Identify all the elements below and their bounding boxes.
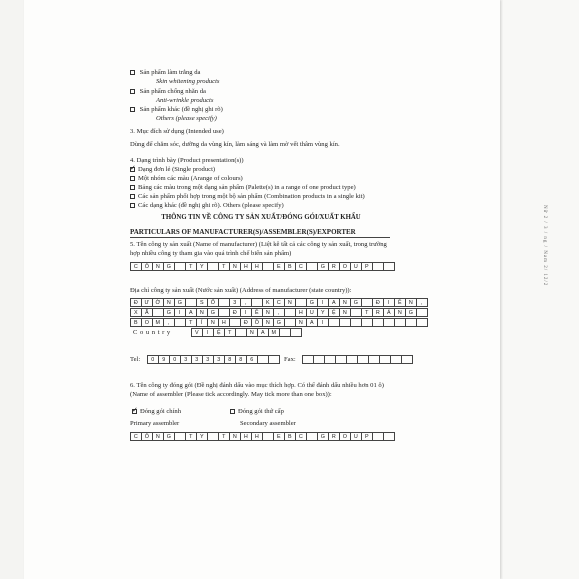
product-option-2-en: Anti-wrinkle products	[156, 97, 214, 104]
form-cell[interactable]: P	[361, 432, 373, 441]
form-cell[interactable]: B	[284, 262, 296, 271]
form-cell[interactable]: 9	[158, 355, 170, 364]
form-cell[interactable]	[229, 318, 241, 327]
form-cell[interactable]: Ệ	[328, 308, 340, 317]
form-cell[interactable]: C	[130, 432, 142, 441]
form-cell[interactable]: N	[152, 262, 164, 271]
form-cell[interactable]	[383, 318, 395, 327]
form-cell[interactable]: N	[295, 318, 307, 327]
form-cell[interactable]: Ả	[383, 308, 395, 317]
form-cell[interactable]: C	[273, 298, 285, 307]
form-cell[interactable]: C	[295, 262, 307, 271]
form-cell[interactable]: Ề	[394, 298, 406, 307]
form-cell[interactable]	[416, 318, 428, 327]
form-cell[interactable]: H	[251, 262, 263, 271]
form-cell[interactable]: T	[218, 262, 230, 271]
product-option-2: Sản phẩm chống nhăn da	[130, 88, 206, 96]
form-cell[interactable]: N	[196, 308, 208, 317]
form-cell[interactable]: U	[350, 432, 362, 441]
form-cell[interactable]: H	[240, 432, 252, 441]
form-cell[interactable]: E	[273, 262, 285, 271]
manufacturer-name-grid[interactable]	[130, 262, 394, 271]
form-cell[interactable]: G	[163, 262, 175, 271]
form-cell[interactable]: N	[339, 298, 351, 307]
form-cell[interactable]: A	[257, 328, 269, 337]
form-cell[interactable]: G	[163, 432, 175, 441]
form-cell[interactable]: 6	[246, 355, 258, 364]
form-cell[interactable]: B	[284, 432, 296, 441]
form-cell[interactable]: T	[185, 432, 197, 441]
form-cell[interactable]	[290, 328, 302, 337]
form-cell[interactable]: I	[174, 308, 186, 317]
assembler-heading-1: 6. Tên công ty đóng gói (Đề nghị đánh dấu vào mục thích hợp. Có thể đánh dấu nhiều hơn 01 ô)	[130, 382, 384, 389]
form-cell[interactable]	[218, 298, 230, 307]
form-cell[interactable]: I	[317, 318, 329, 327]
form-cell[interactable]	[339, 318, 351, 327]
product-option-3: Sản phẩm khác (đề nghị ghi rõ)	[130, 106, 223, 114]
form-cell[interactable]: O	[141, 318, 153, 327]
form-cell[interactable]: T	[185, 262, 197, 271]
section-title-vi: THÔNG TIN VỀ CÔNG TY SẢN XUẤT/ĐÓNG GÓI/XUẤT KHẨU	[161, 214, 361, 221]
form-cell[interactable]: T	[224, 328, 236, 337]
form-cell[interactable]: N	[163, 298, 175, 307]
form-cell[interactable]: 3	[191, 355, 203, 364]
presentation-heading: 4. Dạng trình bày (Product presentation(s))	[130, 157, 244, 164]
checkbox[interactable]	[130, 176, 135, 181]
form-cell[interactable]: N	[339, 308, 351, 317]
checkbox-checked[interactable]	[132, 409, 137, 414]
form-cell[interactable]: N	[152, 432, 164, 441]
form-cell[interactable]: G	[273, 318, 285, 327]
form-cell[interactable]	[174, 432, 186, 441]
presentation-option-4: Các sản phẩm phối hợp trong một bộ sản phẩm (Combination products in a single kit)	[130, 193, 365, 201]
form-cell[interactable]: ,	[163, 318, 175, 327]
form-cell[interactable]	[416, 308, 428, 317]
form-cell[interactable]: X	[130, 308, 142, 317]
presentation-option-1: ✓Dạng đơn lẻ (Single product)	[130, 166, 215, 174]
divider	[130, 237, 390, 238]
form-cell[interactable]: Ư	[141, 298, 153, 307]
form-cell[interactable]: P	[361, 262, 373, 271]
intended-use-text: Dùng để chăm sóc, dưỡng da vùng kín, làm sáng và làm mờ vết thâm vùng kín.	[130, 141, 340, 148]
presentation-option-3: Bảng các màu trong một dạng sản phẩm (Palette(s) in a range of one product type)	[130, 184, 356, 192]
presentation-option-5: Các dạng khác (đề nghị ghi rõ). Others (please specify)	[130, 202, 284, 210]
form-cell[interactable]: 8	[235, 355, 247, 364]
form-cell[interactable]: Đ	[229, 308, 241, 317]
form-cell[interactable]: S	[196, 298, 208, 307]
manufacturer-heading-2: hợp nhiều công ty tham gia vào quá trình chế biến sản phẩm)	[130, 250, 292, 257]
form-cell[interactable]: ,	[240, 298, 252, 307]
form-cell[interactable]: Đ	[240, 318, 252, 327]
tel-grid[interactable]	[147, 355, 279, 364]
form-cell[interactable]: G	[405, 308, 417, 317]
form-cell[interactable]: 3	[229, 298, 241, 307]
form-cell[interactable]: ,	[416, 298, 428, 307]
address-grid-row-2[interactable]	[130, 308, 427, 317]
form-cell[interactable]: Ô	[141, 262, 153, 271]
product-option-3-en: Others (please specify)	[156, 115, 217, 122]
form-cell[interactable]: Ồ	[251, 318, 263, 327]
form-cell[interactable]: M	[152, 318, 164, 327]
secondary-assembler-label: Secondary assembler	[240, 420, 296, 427]
intended-use-heading: 3. Mục đích sử dụng (Intended use)	[130, 128, 224, 135]
form-cell[interactable]: 3	[213, 355, 225, 364]
checkbox[interactable]	[130, 185, 135, 190]
form-cell[interactable]: O	[339, 432, 351, 441]
form-cell[interactable]: B	[130, 318, 142, 327]
form-cell[interactable]: H	[251, 432, 263, 441]
form-cell[interactable]	[372, 262, 384, 271]
checkbox[interactable]	[130, 70, 135, 75]
manufacturer-heading-1: 5. Tên công ty sản xuất (Name of manufacturer) (Liệt kê tất cả các công ty sản xuất, trong trường	[130, 241, 387, 248]
form-cell[interactable]: Đ	[130, 298, 142, 307]
margin-note: Nữ 2 / 3 / ng / Nam 2/ 12/2	[542, 205, 547, 287]
form-cell[interactable]: Ô	[141, 432, 153, 441]
form-cell[interactable]: ,	[273, 308, 285, 317]
form-cell[interactable]: T	[361, 308, 373, 317]
country-label: Country	[133, 329, 173, 336]
form-cell[interactable]	[295, 298, 307, 307]
form-cell[interactable]: I	[383, 298, 395, 307]
form-cell[interactable]: A	[185, 308, 197, 317]
form-cell[interactable]	[324, 355, 336, 364]
form-cell[interactable]: G	[174, 298, 186, 307]
form-cell[interactable]: R	[328, 432, 340, 441]
checkbox[interactable]	[130, 89, 135, 94]
form-cell[interactable]: E	[273, 432, 285, 441]
form-cell[interactable]: T	[185, 318, 197, 327]
checkbox-checked[interactable]	[130, 167, 135, 172]
form-cell[interactable]: 8	[224, 355, 236, 364]
form-cell[interactable]: Ố	[207, 298, 219, 307]
form-cell[interactable]	[302, 355, 314, 364]
checkbox[interactable]	[130, 194, 135, 199]
form-cell[interactable]: N	[262, 318, 274, 327]
form-cell[interactable]	[268, 355, 280, 364]
form-cell[interactable]: Y	[196, 262, 208, 271]
form-cell[interactable]: N	[229, 432, 241, 441]
tel-label: Tel:	[130, 356, 141, 363]
form-cell[interactable]	[174, 262, 186, 271]
form-cell[interactable]: I	[317, 298, 329, 307]
form-cell[interactable]: A	[328, 298, 340, 307]
form-cell[interactable]: U	[306, 308, 318, 317]
form-cell[interactable]: N	[405, 298, 417, 307]
form-cell[interactable]: V	[191, 328, 203, 337]
form-cell[interactable]	[383, 262, 395, 271]
checkbox[interactable]	[130, 203, 135, 208]
form-cell[interactable]	[350, 308, 362, 317]
form-cell[interactable]	[174, 318, 186, 327]
form-cell[interactable]	[328, 318, 340, 327]
form-cell[interactable]	[251, 298, 263, 307]
form-cell[interactable]: 0	[169, 355, 181, 364]
fax-grid[interactable]	[302, 355, 412, 364]
fax-label: Fax:	[284, 356, 296, 363]
form-cell[interactable]: I	[240, 308, 252, 317]
form-cell[interactable]	[235, 328, 247, 337]
product-option-1: Sản phẩm làm trắng da	[130, 69, 200, 77]
form-cell[interactable]: N	[246, 328, 258, 337]
form-cell[interactable]: Y	[196, 432, 208, 441]
form-cell[interactable]: K	[262, 298, 274, 307]
form-cell[interactable]: N	[229, 262, 241, 271]
checkbox[interactable]	[130, 107, 135, 112]
form-cell[interactable]: G	[317, 262, 329, 271]
form-cell[interactable]: A	[306, 318, 318, 327]
form-cell[interactable]	[379, 355, 391, 364]
form-cell[interactable]: H	[295, 308, 307, 317]
form-cell[interactable]: G	[350, 298, 362, 307]
form-cell[interactable]: N	[394, 308, 406, 317]
checkbox[interactable]	[230, 409, 235, 414]
form-cell[interactable]: R	[372, 308, 384, 317]
form-cell[interactable]	[262, 432, 274, 441]
form-cell[interactable]	[313, 355, 325, 364]
form-cell[interactable]: U	[350, 262, 362, 271]
form-cell[interactable]	[306, 262, 318, 271]
form-cell[interactable]: G	[207, 308, 219, 317]
form-cell[interactable]: Ã	[141, 308, 153, 317]
form-cell[interactable]	[361, 318, 373, 327]
form-cell[interactable]	[361, 298, 373, 307]
primary-assembler-label: Primary assembler	[130, 420, 180, 427]
form-cell[interactable]: G	[306, 298, 318, 307]
form-cell[interactable]: H	[218, 318, 230, 327]
primary-assembler-option: ✓Đóng gói chính	[132, 408, 181, 416]
form-cell[interactable]	[372, 318, 384, 327]
form-cell[interactable]	[346, 355, 358, 364]
country-grid[interactable]	[191, 328, 301, 337]
form-cell[interactable]	[401, 355, 413, 364]
form-cell[interactable]: Đ	[372, 298, 384, 307]
form-cell[interactable]: N	[284, 298, 296, 307]
form-cell[interactable]	[185, 298, 197, 307]
form-cell[interactable]	[383, 432, 395, 441]
form-cell[interactable]	[335, 355, 347, 364]
section-title-en: PARTICULARS OF MANUFACTURER(S)/ASSEMBLER(S)/EXPORTER	[130, 228, 356, 236]
form-cell[interactable]	[350, 318, 362, 327]
form-cell[interactable]: G	[317, 432, 329, 441]
form-cell[interactable]: I	[202, 328, 214, 337]
form-cell[interactable]: Ệ	[213, 328, 225, 337]
form-cell[interactable]	[279, 328, 291, 337]
form-cell[interactable]: C	[295, 432, 307, 441]
form-cell[interactable]: R	[328, 262, 340, 271]
assembler-name-grid[interactable]	[130, 432, 394, 441]
form-cell[interactable]	[390, 355, 402, 364]
form-cell[interactable]	[306, 432, 318, 441]
form-cell[interactable]: N	[262, 308, 274, 317]
form-cell[interactable]	[405, 318, 417, 327]
form-cell[interactable]	[394, 318, 406, 327]
form-cell[interactable]: Y	[317, 308, 329, 317]
product-option-1-en: Skin whitening products	[156, 78, 220, 85]
form-cell[interactable]	[372, 432, 384, 441]
form-cell[interactable]: H	[240, 262, 252, 271]
address-grid-row-1[interactable]	[130, 298, 427, 307]
form-cell[interactable]	[284, 318, 296, 327]
form-cell[interactable]: Ề	[251, 308, 263, 317]
form-cell[interactable]: N	[207, 318, 219, 327]
form-cell[interactable]: C	[130, 262, 142, 271]
form-cell[interactable]: 3	[202, 355, 214, 364]
form-cell[interactable]: O	[339, 262, 351, 271]
form-cell[interactable]	[257, 355, 269, 364]
form-cell[interactable]	[218, 308, 230, 317]
form-cell[interactable]	[284, 308, 296, 317]
form-cell[interactable]: 3	[180, 355, 192, 364]
form-cell[interactable]	[262, 262, 274, 271]
form-cell[interactable]: M	[268, 328, 280, 337]
form-cell[interactable]	[357, 355, 369, 364]
form-cell[interactable]: Ờ	[152, 298, 164, 307]
form-cell[interactable]	[207, 262, 219, 271]
form-cell[interactable]: 0	[147, 355, 159, 364]
form-cell[interactable]	[152, 308, 164, 317]
form-cell[interactable]	[368, 355, 380, 364]
form-cell[interactable]: Ỉ	[196, 318, 208, 327]
address-heading: Địa chỉ công ty sản xuất (Nước sản xuất) (Address of manufacturer (state country)):	[130, 287, 352, 294]
form-cell[interactable]	[207, 432, 219, 441]
secondary-assembler-option: Đóng gói thứ cấp	[230, 408, 284, 416]
form-cell[interactable]: T	[218, 432, 230, 441]
assembler-heading-2: (Name of assembler (Please tick accordingly. May tick more than one box)):	[130, 391, 332, 398]
adjacent-page-edge	[503, 0, 579, 579]
form-cell[interactable]: G	[163, 308, 175, 317]
presentation-option-2: Một nhóm các màu (Arange of colours)	[130, 175, 243, 183]
address-grid-row-3[interactable]	[130, 318, 427, 327]
